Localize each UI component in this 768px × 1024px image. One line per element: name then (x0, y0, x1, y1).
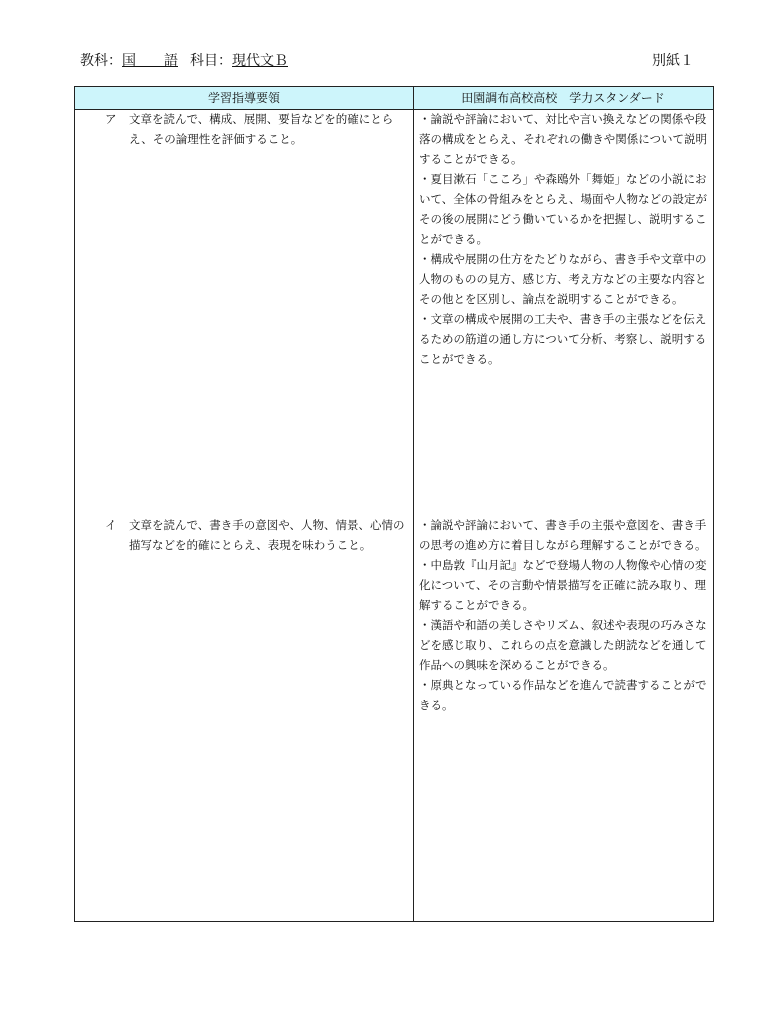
standard-item: ・夏目漱石「こころ」や森鴎外「舞姫」などの小説において、全体の骨組みをとらえ、場面や人物などの設定がその後の展開にどう働いているかを把握し、説明することができる。 (419, 172, 707, 246)
header-left (80, 50, 288, 70)
guideline-text: 文章を読んで、構成、展開、要旨などを的確にとらえ、その論理性を評価すること。 (129, 112, 394, 146)
standard-item: ・論説や評論において、対比や言い換えなどの関係や段落の構成をとらえ、それぞれの働きや関係について説明することができる。 (419, 112, 707, 166)
table-header-row (75, 87, 713, 110)
standards-list-b (419, 515, 711, 715)
standard-item: ・文章の構成や展開の工夫や、書き手の主張などを伝えるための筋道の通し方について分析、考察し、説明することができる。 (419, 312, 707, 366)
standards-table (74, 86, 714, 922)
guideline-number: ア (105, 112, 117, 126)
attachment-label: 別紙１ (652, 53, 694, 69)
standard-item: ・中島敦『山月記』などで登場人物の人物像や心情の変化について、その言動や情景描写を正確に読み取り、理解することができる。 (419, 558, 707, 612)
guideline-item-b (105, 515, 411, 555)
guideline-item-a (105, 109, 411, 149)
standard-item: ・構成や展開の仕方をたどりながら、書き手や文章中の人物のものの見方、感じ方、考え方などの主要な内容とその他とを区別し、論点を説明することができる。 (419, 252, 707, 306)
subject-label: 教科： (80, 53, 122, 69)
column-divider (413, 87, 414, 921)
guideline-text: 文章を読んで、書き手の意図や、人物、情景、心情の描写などを的確にとらえ、表現を味わうこと。 (129, 518, 405, 552)
guideline-number: イ (105, 518, 117, 532)
subject-value: 国 語 (122, 53, 178, 69)
standard-item: ・論説や評論において、書き手の主張や意図を、書き手の思考の進め方に着目しながら理解することができる。 (419, 518, 707, 552)
course-value: 現代文Ｂ (232, 53, 288, 69)
standard-item: ・漢語や和語の美しさやリズム、叙述や表現の巧みさなどを感じ取り、これらの点を意識した朗読などを通して作品への興味を深めることができる。 (419, 618, 707, 672)
document-header (80, 50, 694, 72)
standards-list-a (419, 109, 711, 369)
course-label: 科目： (190, 53, 232, 69)
col-header-guidelines: 学習指導要領 (207, 91, 280, 105)
col-header-standards: 田園調布高校高校 学力スタンダード (461, 91, 665, 105)
standard-item: ・原典となっている作品などを進んで読書することができる。 (419, 678, 707, 712)
